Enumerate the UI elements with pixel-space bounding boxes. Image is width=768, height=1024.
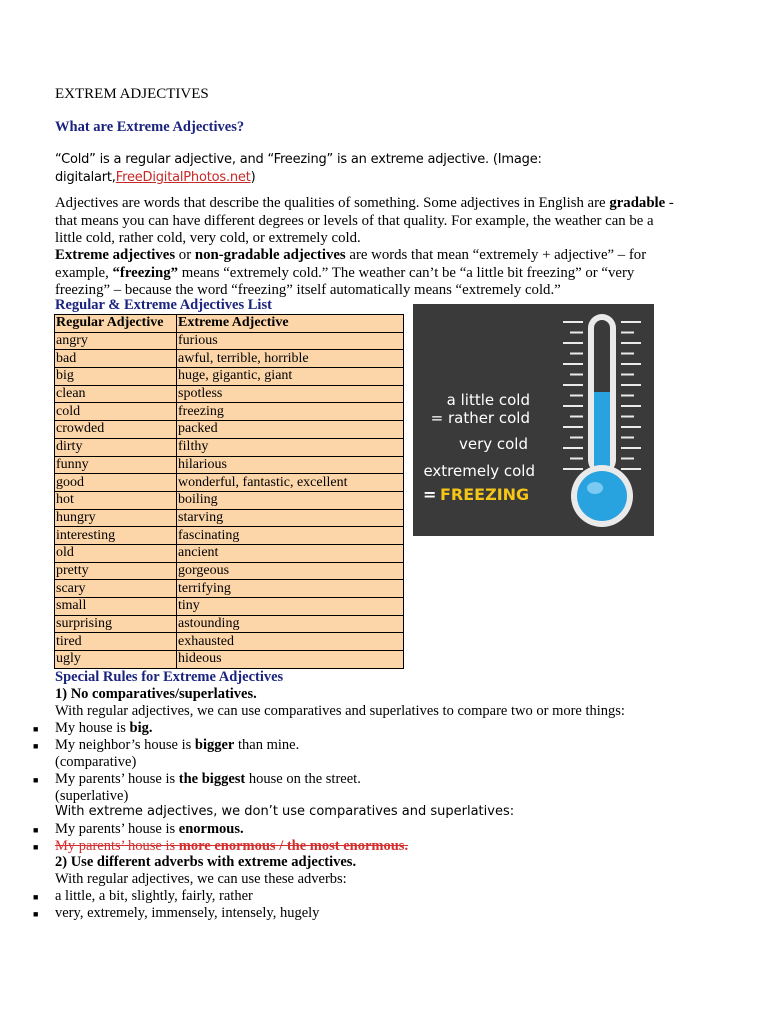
list-item: My parents’ house is enormous.: [55, 821, 244, 837]
table-row: [55, 438, 404, 456]
caption-credit: digitalart,: [55, 170, 116, 185]
note-superlative: (superlative): [55, 788, 129, 804]
note-comparative: (comparative): [55, 754, 137, 770]
regular-adjective-cell: angry: [55, 332, 177, 350]
paragraph-extreme: Extreme adjectives or non-gradable adjectives are words that mean “extremely + adjective” – for example, “freezing” means “extremely cold.” The weather can’t be “a little bit freezing” or “very freezing” – because the word “freezing” itself automatically means “extremely cold.”: [55, 247, 647, 298]
extreme-adjective-cell: fascinating: [177, 527, 404, 545]
paragraph-gradable: Adjectives are words that describe the qualities of something. Some adjectives in English are gradable - that means you can have different degrees or levels of that quality. For example, the weather can be a little cold, rather cold, very cold, or extremely cold.: [55, 195, 674, 246]
adjectives-table: [54, 314, 404, 669]
regular-adjective-cell: tired: [55, 633, 177, 651]
term-non-gradable: non-gradable adjectives: [194, 247, 346, 263]
extreme-adjective-cell: starving: [177, 509, 404, 527]
regular-adjective-cell: ugly: [55, 651, 177, 669]
extreme-adjective-cell: astounding: [177, 615, 404, 633]
label-extremely-cold: extremely cold: [423, 462, 535, 480]
table-row: [55, 509, 404, 527]
extreme-adjective-cell: boiling: [177, 491, 404, 509]
bulb-highlight: [587, 482, 603, 494]
label-rather-cold: = rather cold: [430, 409, 530, 427]
heading-adjectives-list: Regular & Extreme Adjectives List: [55, 297, 272, 313]
regular-adjective-cell: funny: [55, 456, 177, 474]
rule-1-extreme: With extreme adjectives, we don’t use comparatives and superlatives:: [55, 804, 515, 819]
table-row: [55, 403, 404, 421]
bullet-icon: ■: [33, 741, 39, 751]
adjectives-table-body: [55, 332, 404, 668]
caption-line-1: “Cold” is a regular adjective, and “Freezing” is an extreme adjective. (Image:: [55, 152, 542, 167]
freedigitalphotos-link[interactable]: FreeDigitalPhotos.net: [115, 170, 251, 185]
table-header-row: [55, 315, 404, 333]
regular-adjective-cell: bad: [55, 350, 177, 368]
regular-adjective-cell: pretty: [55, 562, 177, 580]
list-item: very, extremely, immensely, intensely, hugely: [55, 905, 320, 921]
regular-adjective-cell: surprising: [55, 615, 177, 633]
thermometer-illustration: [413, 304, 654, 536]
table-row: [55, 633, 404, 651]
label-equals: =: [423, 485, 437, 504]
table-row: [55, 651, 404, 669]
bullet-icon: ■: [33, 724, 39, 734]
regular-adjective-cell: good: [55, 474, 177, 492]
incorrect-example: My parents’ house is more enormous / the most enormous.: [55, 838, 409, 854]
rule-2-intro: With regular adjectives, we can use these adverbs:: [55, 871, 347, 887]
extreme-adjective-cell: terrifying: [177, 580, 404, 598]
extreme-adjective-cell: furious: [177, 332, 404, 350]
term-extreme-adjectives: Extreme adjectives: [55, 247, 176, 263]
thermometer-bulb: [577, 471, 627, 521]
document-title: EXTREM ADJECTIVES: [55, 86, 209, 102]
regular-adjective-cell: hungry: [55, 509, 177, 527]
image-caption: [55, 151, 715, 187]
table-row: [55, 350, 404, 368]
rule-1-heading: 1) No comparatives/superlatives.: [55, 686, 257, 702]
table-row: [55, 615, 404, 633]
regular-adjective-cell: small: [55, 598, 177, 616]
extreme-adjective-cell: huge, gigantic, giant: [177, 368, 404, 386]
table-row: [55, 527, 404, 545]
extreme-adjective-cell: hideous: [177, 651, 404, 669]
extreme-adjective-cell: filthy: [177, 438, 404, 456]
regular-adjective-cell: cold: [55, 403, 177, 421]
extreme-adjective-cell: gorgeous: [177, 562, 404, 580]
list-item: My parents’ house is the biggest house on the street.: [55, 771, 361, 787]
term-gradable: gradable: [609, 195, 666, 211]
table-row: [55, 580, 404, 598]
column-header-extreme: Extreme Adjective: [177, 315, 404, 333]
heading-what-are: What are Extreme Adjectives?: [55, 119, 245, 135]
regular-adjective-cell: interesting: [55, 527, 177, 545]
list-item: My neighbor’s house is bigger than mine.: [55, 737, 300, 753]
extreme-adjective-cell: hilarious: [177, 456, 404, 474]
table-row: [55, 474, 404, 492]
column-header-regular: Regular Adjective: [55, 315, 177, 333]
rule-1-intro: With regular adjectives, we can use comparatives and superlatives to compare two or more things:: [55, 703, 625, 719]
regular-adjective-cell: scary: [55, 580, 177, 598]
bullet-icon: ■: [33, 825, 39, 835]
extreme-adjective-cell: packed: [177, 421, 404, 439]
extreme-adjective-cell: spotless: [177, 385, 404, 403]
regular-adjective-cell: old: [55, 544, 177, 562]
rule-2-heading: 2) Use different adverbs with extreme adjectives.: [55, 854, 357, 870]
table-row: [55, 544, 404, 562]
regular-adjective-cell: big: [55, 368, 177, 386]
label-a-little-cold: a little cold: [446, 391, 530, 409]
bullet-icon: ■: [33, 909, 39, 919]
table-row: [55, 562, 404, 580]
bullet-icon: ■: [33, 842, 39, 852]
extreme-adjective-cell: freezing: [177, 403, 404, 421]
table-row: [55, 421, 404, 439]
thermometer-image: [413, 304, 654, 536]
bullet-icon: ■: [33, 892, 39, 902]
heading-special-rules: Special Rules for Extreme Adjectives: [55, 669, 284, 685]
regular-adjective-cell: crowded: [55, 421, 177, 439]
extreme-adjective-cell: ancient: [177, 544, 404, 562]
table-row: [55, 385, 404, 403]
list-item: a little, a bit, slightly, fairly, rather: [55, 888, 253, 904]
label-very-cold: very cold: [458, 435, 528, 453]
extreme-adjective-cell: exhausted: [177, 633, 404, 651]
extreme-adjective-cell: awful, terrible, horrible: [177, 350, 404, 368]
regular-adjective-cell: dirty: [55, 438, 177, 456]
bullet-icon: ■: [33, 775, 39, 785]
caption-line-2: digitalart,FreeDigitalPhotos.net): [55, 170, 256, 185]
extreme-adjective-cell: tiny: [177, 598, 404, 616]
label-freezing: FREEZING: [440, 485, 530, 504]
extreme-adjective-cell: wonderful, fantastic, excellent: [177, 474, 404, 492]
table-row: [55, 368, 404, 386]
table-row: [55, 332, 404, 350]
list-item: My house is big.: [55, 720, 153, 736]
term-freezing: “freezing”: [112, 264, 178, 281]
table-row: [55, 598, 404, 616]
table-row: [55, 456, 404, 474]
table-row: [55, 491, 404, 509]
regular-adjective-cell: clean: [55, 385, 177, 403]
regular-adjective-cell: hot: [55, 491, 177, 509]
